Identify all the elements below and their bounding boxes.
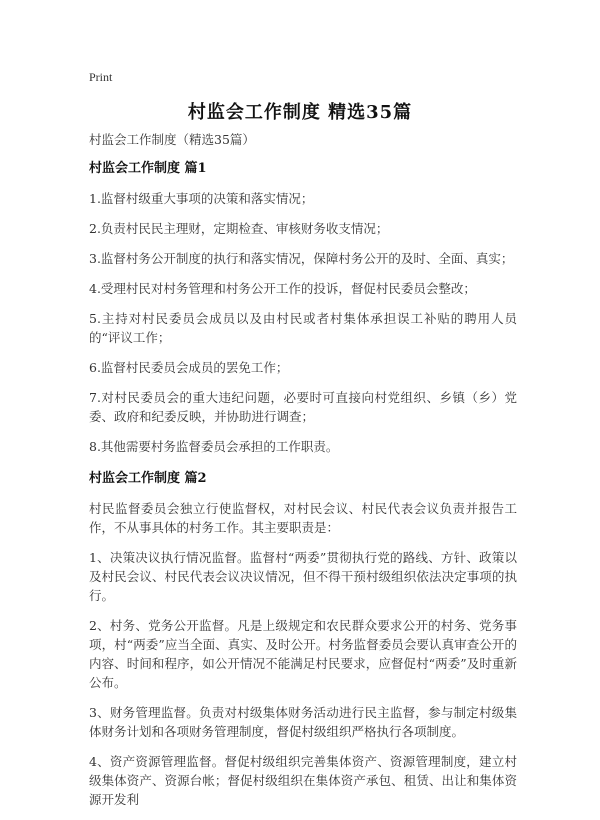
- print-label: Print: [89, 70, 113, 84]
- paragraph: 2.负责村民民主理财，定期检查、审核财务收支情况；: [89, 221, 389, 236]
- document-subtitle: 村监会工作制度（精选35篇）: [89, 132, 255, 147]
- document-body: [89, 130, 517, 820]
- paragraph: 2、村务、党务公开监督。凡是上级规定和农民群众要求公开的村务、党务事项，村“两委”应当全面、真实、及时公开。村务监督委员会要认真审查公开的内容、时间和程序，如公开情况不能满足村民要求，应督促村“两委”及时重新公布。: [89, 618, 517, 690]
- section-heading: 村监会工作制度 篇2: [89, 471, 207, 486]
- paragraph: 7.对村民委员会的重大违纪问题，必要时可直接向村党组织、乡镇（乡）党委、政府和纪委反映，并协助进行调查；: [89, 390, 517, 424]
- paragraph: 4.受理村民对村务管理和村务公开工作的投诉，督促村民委员会整改；: [89, 281, 476, 296]
- paragraph: 6.监督村民委员会成员的罢免工作；: [89, 360, 289, 375]
- section-1: [89, 159, 517, 456]
- paragraph: 1、决策决议执行情况监督。监督村“两委”贯彻执行党的路线、方针、政策以及村民会议、村民代表会议决议情况，但不得干预村级组织依法决定事项的执行。: [89, 550, 517, 603]
- paragraph: 3.监督村务公开制度的执行和落实情况，保障村务公开的及时、全面、真实；: [89, 251, 514, 266]
- paragraph: 1.监督村级重大事项的决策和落实情况；: [89, 191, 314, 206]
- paragraph: 村民监督委员会独立行使监督权，对村民会议、村民代表会议负责并报告工作，不从事具体的村务工作。其主要职责是：: [89, 501, 517, 535]
- page-title: 村监会工作制度 精选35篇: [187, 102, 413, 123]
- paragraph: 3、财务管理监督。负责对村级集体财务活动进行民主监督，参与制定村级集体财务计划和各项财务管理制度，督促村级组织严格执行各项制度。: [89, 705, 517, 739]
- paragraph: 5.主持对村民委员会成员以及由村民或者村集体承担误工补贴的聘用人员的“评议工作；: [89, 311, 517, 345]
- paragraph: 4、资产资源管理监督。督促村级组织完善集体资产、资源管理制度，建立村级集体资产、资源台帐；督促村级组织在集体资产承包、租赁、出让和集体资源开发利: [89, 754, 517, 807]
- paragraph: 8.其他需要村务监督委员会承担的工作职责。: [89, 439, 339, 454]
- section-2: [89, 469, 517, 809]
- section-heading: 村监会工作制度 篇1: [89, 161, 207, 176]
